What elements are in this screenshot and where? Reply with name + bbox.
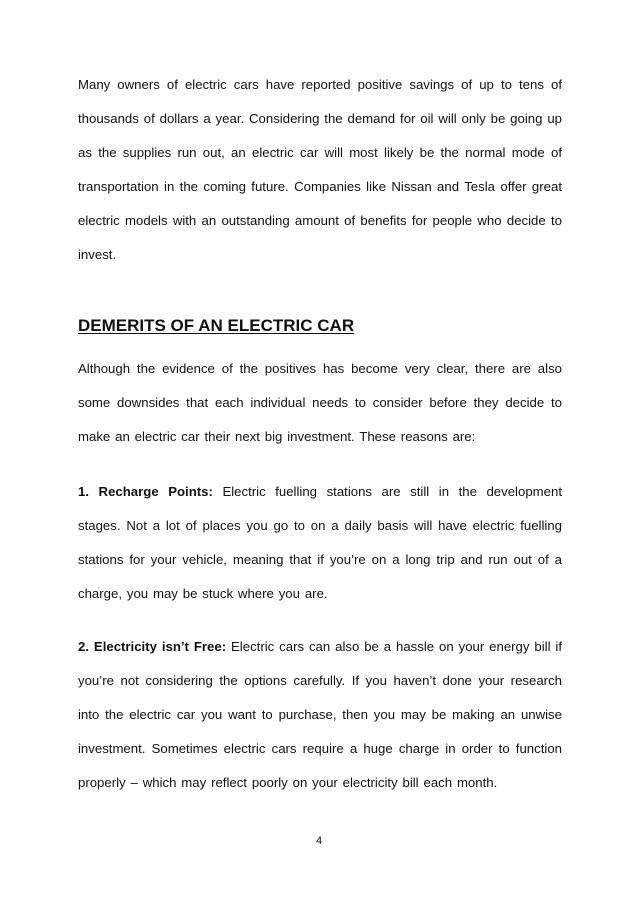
intro-paragraph: Many owners of electric cars have reported positive savings of up to tens of thousands of dollars a year. Considering the demand for oil will only be going up as the supplies run out, an electric car will most likely be the normal mode of transportation in the coming future. Companies like Nissan and Tesla offer great electric models with an outstanding amount of benefits for people who decide to invest.	[78, 77, 562, 262]
point-recharge-points	[78, 475, 562, 611]
point-text: Electric fuelling stations are still in the development stages. Not a lot of places you go to on a daily basis will have electric fuelling stations for your vehicle, meaning that if you’re on a long trip and run out of a charge, you may be stuck where you are.	[78, 484, 562, 601]
section-heading: DEMERITS OF AN ELECTRIC CAR	[78, 316, 355, 335]
point-label: 2. Electricity isn’t Free:	[78, 639, 227, 654]
point-electricity-not-free	[78, 630, 562, 800]
page-number: 4	[315, 835, 323, 847]
point-text: Electric cars can also be a hassle on your energy bill if you’re not considering the options carefully. If you haven’t done your research into the electric car you want to purchase, then you may be making an unwise investment. Sometimes electric cars require a huge charge in order to function properly – which may reflect poorly on your electricity bill each month.	[78, 639, 562, 790]
point-label: 1. Recharge Points:	[78, 484, 213, 499]
section-intro-paragraph: Although the evidence of the positives has become very clear, there are also some downsides that each individual needs to consider before they decide to make an electric car their next big investment. These reasons are:	[78, 361, 562, 444]
